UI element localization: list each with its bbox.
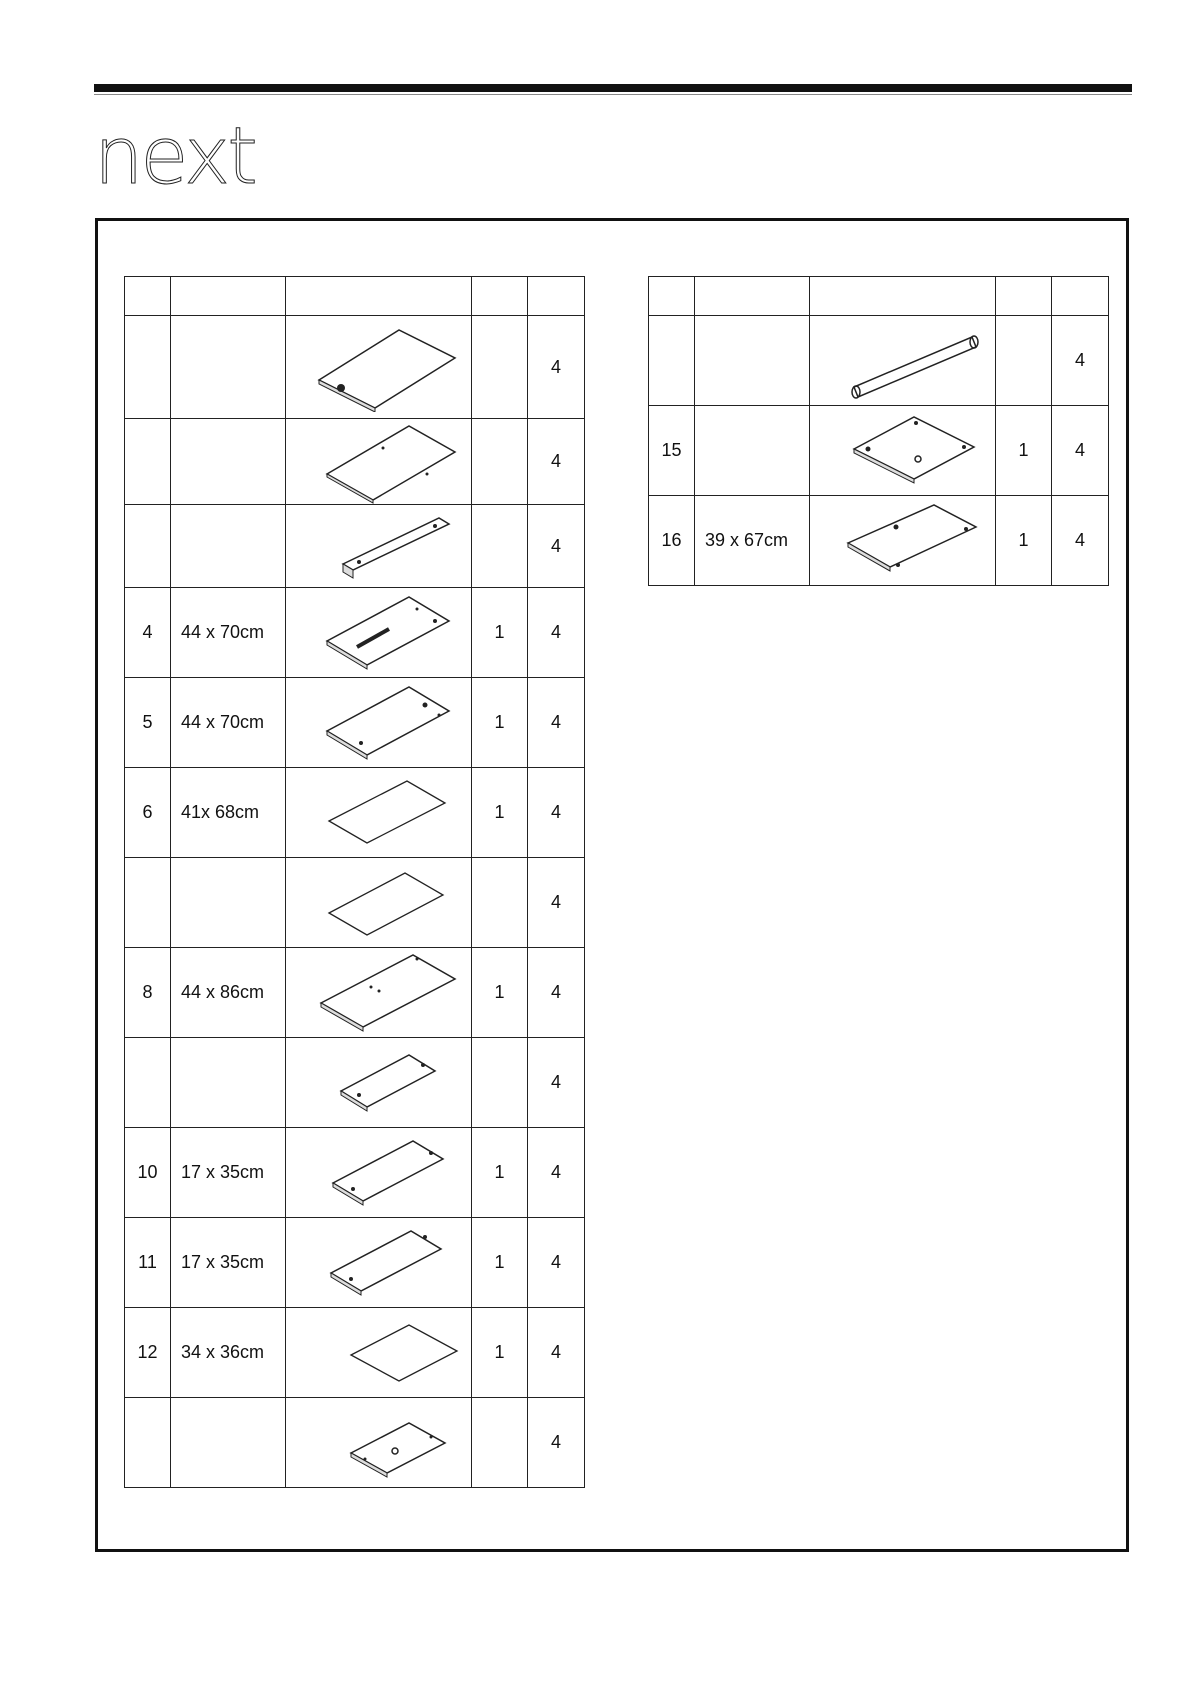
table-row — [125, 588, 585, 678]
part-size — [171, 1038, 286, 1128]
table-header-row — [649, 277, 1109, 316]
part-qty — [472, 858, 528, 948]
part-number — [125, 316, 171, 419]
part-size: 39 x 67cm — [695, 496, 810, 586]
part-number: 8 — [125, 948, 171, 1038]
parts-table-right — [648, 276, 1109, 586]
table-row — [125, 858, 585, 948]
table-row — [649, 406, 1109, 496]
header-rule-thin — [94, 94, 1132, 95]
part-figure — [810, 316, 996, 406]
part-size — [171, 316, 286, 419]
table-header-row — [125, 277, 585, 316]
part-number — [125, 1398, 171, 1488]
part-size: 44 x 70cm — [171, 588, 286, 678]
part-figure — [286, 1218, 472, 1308]
part-size: 17 x 35cm — [171, 1128, 286, 1218]
side-panel-slot-drawing — [299, 591, 459, 675]
part-size — [695, 406, 810, 496]
part-qty — [472, 1038, 528, 1128]
part-number: 15 — [649, 406, 695, 496]
part-pack: 4 — [528, 768, 585, 858]
part-number: 6 — [125, 768, 171, 858]
part-number: 12 — [125, 1308, 171, 1398]
rail-drawing — [299, 508, 459, 584]
part-size: 41x 68cm — [171, 768, 286, 858]
part-qty — [472, 505, 528, 588]
panel-with-hole-drawing — [299, 322, 459, 412]
part-number — [125, 505, 171, 588]
long-panel-drawing — [299, 951, 459, 1035]
part-size: 44 x 86cm — [171, 948, 286, 1038]
part-figure — [810, 406, 996, 496]
part-pack: 4 — [1052, 316, 1109, 406]
part-pack: 4 — [528, 678, 585, 768]
table-row — [125, 1398, 585, 1488]
part-pack: 4 — [528, 1128, 585, 1218]
part-number: 10 — [125, 1128, 171, 1218]
part-qty: 1 — [472, 1308, 528, 1398]
table-row — [125, 505, 585, 588]
part-figure — [810, 496, 996, 586]
table-row — [125, 1218, 585, 1308]
header-rule — [94, 84, 1132, 92]
table-row — [649, 316, 1109, 406]
part-number — [125, 1038, 171, 1128]
part-qty: 1 — [472, 1218, 528, 1308]
part-pack: 4 — [1052, 406, 1109, 496]
part-qty: 1 — [996, 496, 1052, 586]
part-figure — [286, 678, 472, 768]
part-size: 34 x 36cm — [171, 1308, 286, 1398]
part-number — [125, 858, 171, 948]
part-figure — [286, 316, 472, 419]
part-figure — [286, 588, 472, 678]
part-figure — [286, 1308, 472, 1398]
table-row — [125, 768, 585, 858]
part-pack: 4 — [528, 588, 585, 678]
part-number: 5 — [125, 678, 171, 768]
part-qty — [996, 316, 1052, 406]
part-pack: 4 — [528, 858, 585, 948]
part-size — [171, 505, 286, 588]
rod-drawing — [818, 319, 988, 403]
parts-table-left — [124, 276, 585, 1488]
drawer-front-drawing — [299, 1041, 459, 1125]
part-qty: 1 — [472, 1128, 528, 1218]
part-number — [649, 316, 695, 406]
part-figure — [286, 505, 472, 588]
part-figure — [286, 419, 472, 505]
part-qty — [472, 419, 528, 505]
part-qty — [472, 1398, 528, 1488]
part-number: 11 — [125, 1218, 171, 1308]
table-row — [125, 1038, 585, 1128]
part-size — [695, 316, 810, 406]
table-row — [125, 419, 585, 505]
drawer-side-2-drawing — [299, 1221, 459, 1305]
drawer-back-drawing — [299, 1401, 459, 1485]
thin-board-drawing — [299, 861, 459, 945]
part-figure — [286, 1038, 472, 1128]
side-panel-drawing — [299, 681, 459, 765]
part-figure — [286, 1398, 472, 1488]
part-qty: 1 — [996, 406, 1052, 496]
part-pack: 4 — [528, 1398, 585, 1488]
part-size — [171, 1398, 286, 1488]
part-figure — [286, 768, 472, 858]
part-qty: 1 — [472, 948, 528, 1038]
part-qty: 1 — [472, 768, 528, 858]
part-pack: 4 — [528, 419, 585, 505]
part-pack: 4 — [528, 948, 585, 1038]
part-size: 44 x 70cm — [171, 678, 286, 768]
square-panel-drawing — [818, 499, 988, 583]
part-pack: 4 — [528, 1038, 585, 1128]
part-pack: 4 — [528, 1308, 585, 1398]
part-size: 17 x 35cm — [171, 1218, 286, 1308]
part-number — [125, 419, 171, 505]
part-pack: 4 — [1052, 496, 1109, 586]
part-figure — [286, 948, 472, 1038]
thin-board-drawing — [299, 771, 459, 855]
drawer-side-drawing — [299, 1131, 459, 1215]
part-size — [171, 419, 286, 505]
part-pack: 4 — [528, 316, 585, 419]
drawer-base-drawing — [299, 1311, 459, 1395]
table-row — [125, 678, 585, 768]
table-row — [125, 316, 585, 419]
table-row — [125, 1308, 585, 1398]
panel-edge-drawing — [299, 420, 459, 504]
square-panel-hole-drawing — [818, 409, 988, 493]
part-figure — [286, 858, 472, 948]
table-row — [125, 1128, 585, 1218]
table-row — [125, 948, 585, 1038]
part-qty: 1 — [472, 678, 528, 768]
part-number: 16 — [649, 496, 695, 586]
brand-logo: next — [94, 112, 255, 202]
part-size — [171, 858, 286, 948]
part-pack: 4 — [528, 505, 585, 588]
part-pack: 4 — [528, 1218, 585, 1308]
part-qty: 1 — [472, 588, 528, 678]
part-figure — [286, 1128, 472, 1218]
part-qty — [472, 316, 528, 419]
part-number: 4 — [125, 588, 171, 678]
table-row — [649, 496, 1109, 586]
